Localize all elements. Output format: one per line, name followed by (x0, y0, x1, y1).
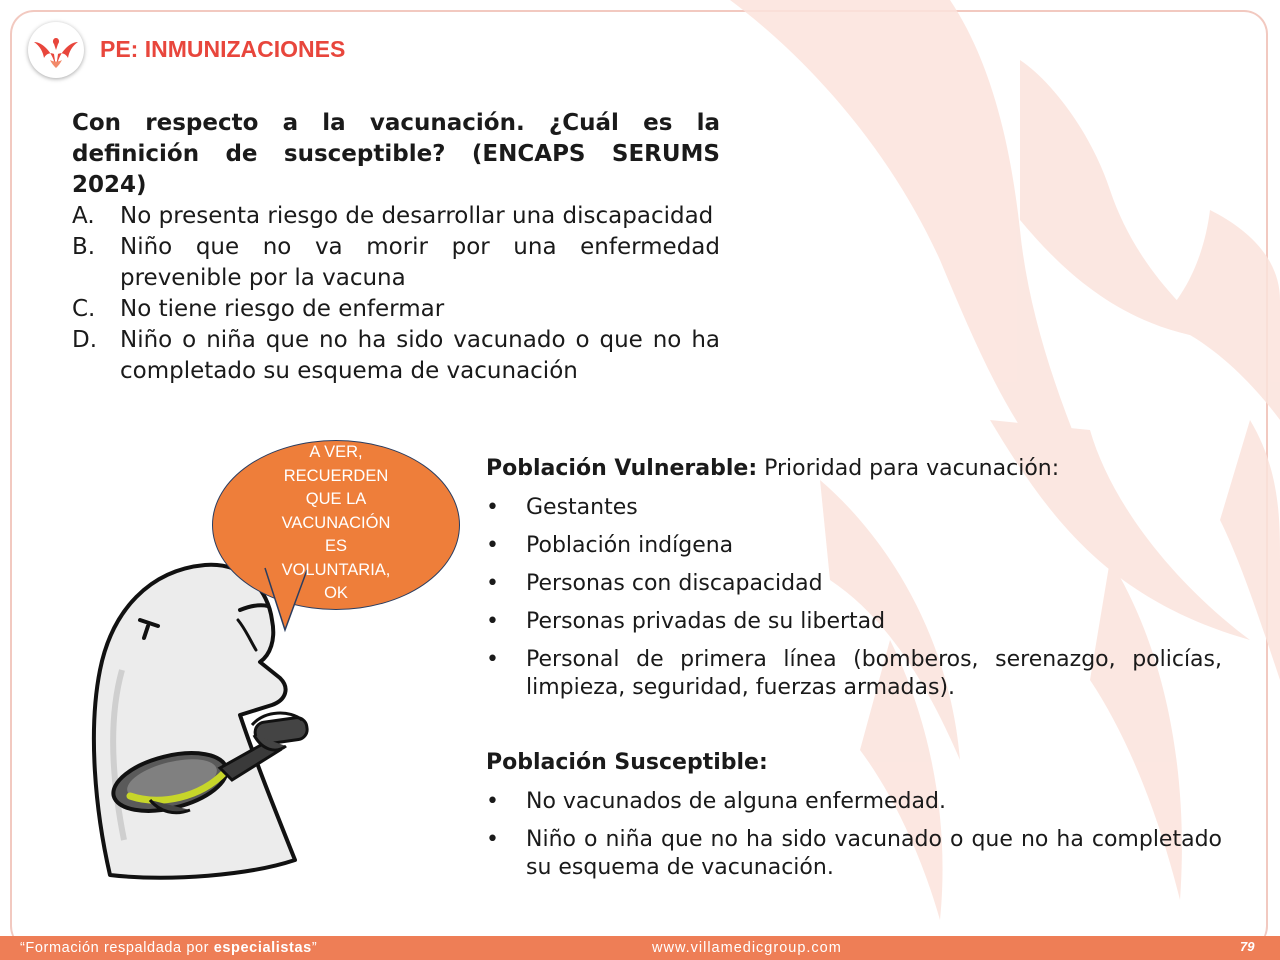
option-letter: C. (72, 296, 96, 322)
list-item: • Personas privadas de su libertad (486, 609, 886, 634)
list-item: • Personas con discapacidad (486, 571, 823, 596)
speech-bubble-text (262, 441, 410, 606)
bubble-line: OK (324, 584, 348, 602)
option-letter: D. (72, 327, 98, 353)
option-text: No tiene riesgo de enfermar (120, 296, 445, 322)
option-c (72, 294, 720, 325)
option-b (72, 232, 720, 294)
susceptible-heading (486, 748, 1222, 778)
list-item: • Gestantes (486, 495, 638, 520)
option-text: Niño o niña que no ha sido vacunado o que no ha completado su esquema de vacunación (120, 327, 720, 384)
bubble-line: A VER, (309, 443, 363, 461)
info-panel (486, 454, 1222, 882)
footer-website-link[interactable]: www.villamedicgroup.com (652, 940, 842, 956)
footer-bar (0, 936, 1280, 960)
page-title: PE: INMUNIZACIONES (100, 36, 346, 62)
options-list (72, 201, 720, 387)
option-a (72, 201, 720, 232)
question-text: Con respecto a la vacunación. ¿Cuál es la definición de susceptible? (ENCAPS SERUMS 2024) (72, 110, 720, 198)
list-item: • Población indígena (486, 533, 734, 558)
bubble-line: ES (324, 537, 347, 555)
option-d (72, 325, 720, 387)
logo (28, 22, 84, 78)
vulnerable-heading (486, 454, 1222, 484)
bubble-line: RECUERDEN (283, 466, 389, 485)
vulnerable-subtitle: Prioridad para vacunación: (757, 456, 1060, 481)
phoenix-logo-icon (34, 30, 78, 70)
susceptible-list (486, 788, 1222, 882)
bubble-line: VACUNACIÓN (281, 513, 391, 532)
option-text: No presenta riesgo de desarrollar una discapacidad (120, 203, 714, 229)
bubble-line: VOLUNTARIA, (281, 560, 391, 579)
vulnerable-list (486, 494, 1222, 702)
option-text: Niño que no va morir por una enfermedad prevenible por la vacuna (120, 234, 720, 291)
list-item: • No vacunados de alguna enfermedad. (486, 789, 946, 814)
footer-slogan: “Formación respaldada por especialistas” (20, 940, 318, 956)
page-number: 79 (1240, 939, 1255, 954)
susceptible-title: Población Susceptible: (486, 750, 768, 775)
vulnerable-title: Población Vulnerable: (486, 456, 758, 481)
option-letter: A. (72, 203, 95, 229)
question-block (72, 108, 720, 387)
option-letter: B. (72, 234, 96, 260)
bubble-line: QUE LA (305, 490, 367, 508)
list-item: • Personal de primera línea (bomberos, serenazgo, policías, limpieza, seguridad, fuerzas armadas). (486, 647, 1222, 700)
list-item: • Niño o niña que no ha sido vacunado o que no ha completado su esquema de vacunación. (486, 827, 1222, 880)
